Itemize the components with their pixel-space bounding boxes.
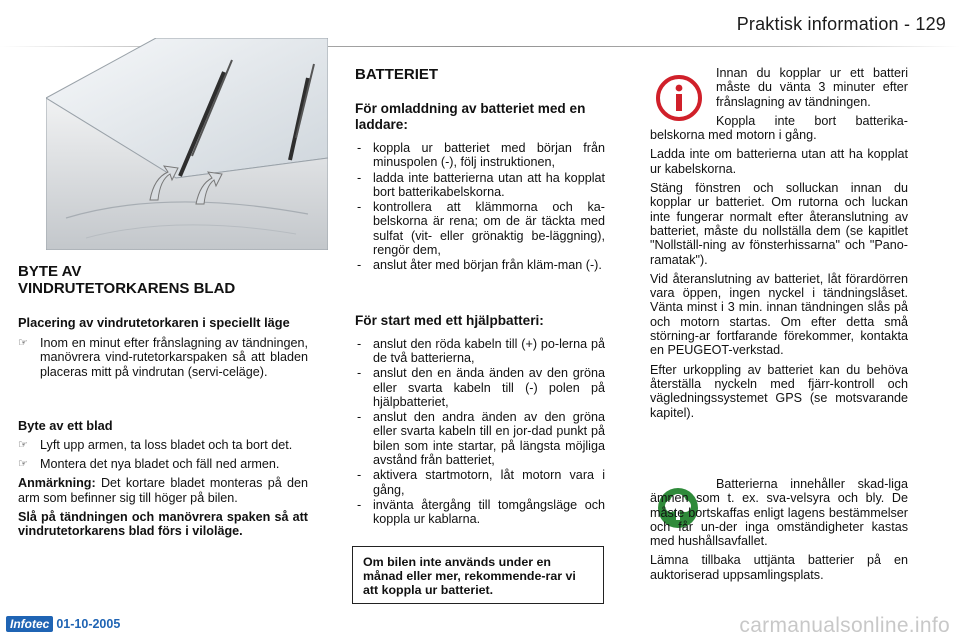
jump-start-list [355, 337, 605, 527]
list-item: ☞ Montera det nya bladet och fäll ned armen. [18, 457, 308, 471]
wiper-title [18, 263, 308, 297]
info-paragraph: Vid återanslutning av batteriet, låt förardörren vara öppen, ingen nyckel i tändningslåset. Vänta minst i 3 min. innan tändningen slås på och motorn startas. Om efter detta små störning-ar fortfarande förekommer, kontakta en PEUGEOT-verkstad. [650, 271, 908, 358]
remark-label: Anmärkning: [18, 476, 96, 491]
footer-date: 01-10-2005 [56, 617, 121, 631]
info-paragraph: Stäng fönstren och solluckan innan du kopplar ur batteriet. Om rutorna och luckan inte fungerar normalt efter återanslutning av batteriet, måste du nollställa dem (se kapitlet "Nollställ-ning av fönsterhissarna" och "Pano-ramatak"). [650, 181, 908, 267]
change-list [18, 438, 308, 472]
list-item: - anslut åter med början från kläm-man (-). [355, 258, 605, 272]
info-paragraph: Efter urkoppling av batteriet kan du behöva återställa nyckeln med fjärr-kontroll och vägledningssystemet GPS (se motsvarande kapitel). [650, 362, 908, 420]
list-item: - invänta återgång till tomgångsläge och koppla ur kablarna. [355, 498, 605, 527]
page-number: 129 [915, 14, 946, 34]
info-paragraph: Koppla inte bort batterika-belskorna med motorn i gång. [650, 113, 908, 143]
header-separator: - [898, 14, 916, 34]
page-header [737, 14, 946, 35]
info-section [650, 66, 908, 425]
remark-text: Det kortare bladet monteras på den arm som befinner sig till höger på bilen. [18, 476, 308, 505]
windscreen-illustration [46, 38, 328, 250]
wiper-final-instruction: Slå på tändningen och manövrera spaken så att vindrutetorkarens blad förs i viloläge. [18, 510, 308, 539]
list-item: ☞ Inom en minut efter frånslagning av tändningen, manövrera vind-rutetorkarspaken så att bladen placeras mitt på vindrutan (servi-celäge). [18, 336, 308, 379]
list-item: - anslut den röda kabeln till (+) po-lerna på de två batterierna, [355, 337, 605, 366]
eco-section [650, 477, 908, 587]
info-paragraph: Innan du kopplar ur ett batteri måste du vänta 3 minuter efter frånslagning av tändningen. [716, 66, 908, 109]
wiper-section [18, 263, 308, 544]
list-item: - koppla ur batteriet med början från minuspolen (-), följ instruktionen, [355, 141, 605, 170]
battery-section [355, 66, 605, 528]
charging-heading: För omladdning av batteriet med en laddare: [355, 101, 586, 132]
remark [18, 476, 308, 505]
info-paragraph: Ladda inte om batterierna utan att ha kopplat ur kabelskorna. [650, 147, 908, 176]
list-item: - anslut den en ända änden av den gröna eller svarta kabeln till (-) polen på hjälpbatteriet, [355, 366, 605, 409]
wiper-title-line2: VINDRUTETORKARENS BLAD [18, 280, 236, 297]
list-item: - aktivera startmotorn, låt motorn vara i gång, [355, 468, 605, 497]
list-item: - anslut den andra änden av den gröna eller svarta kabeln till en jor-dad punkt på bilen som inte startar, på längsta möjliga avstånd från batteriet, [355, 410, 605, 467]
eco-paragraph: Lämna tillbaka uttjänta batterier på en auktoriserad uppsamlingsplats. [650, 553, 908, 582]
charging-list [355, 141, 605, 273]
list-item: ☞ Lyft upp armen, ta loss bladet och ta bort det. [18, 438, 308, 452]
wiper-title-line1: BYTE AV [18, 263, 82, 280]
storage-note-box: Om bilen inte används under en månad eller mer, rekommende-rar vi att koppla ur batteriet. [352, 546, 604, 604]
list-item: - ladda inte batterierna utan att ha kopplat bort batterikabelskorna. [355, 171, 605, 200]
eco-paragraph: Batterierna innehåller skad-liga ämnen som t. ex. sva-velsyra och bly. De måste bortskaffas enligt lagens bestämmelser och får un-der inga omständigheter kastas med hushållsavfallet. [650, 477, 908, 549]
list-item: - kontrollera att klämmorna och ka-belskorna är rena; om de är täckta med sulfat (vit- eller grönaktig be-läggning), rengör dem, [355, 200, 605, 257]
watermark: carmanualsonline.info [739, 614, 950, 637]
placing-heading: Placering av vindrutetorkaren i speciellt läge [18, 315, 290, 330]
jump-start-heading: För start med ett hjälpbatteri: [355, 312, 544, 328]
section-title: Praktisk information [736, 14, 899, 34]
footer [6, 615, 120, 633]
change-heading: Byte av ett blad [18, 417, 113, 433]
infotec-logo: Infotec [6, 616, 53, 632]
battery-title: BATTERIET [355, 66, 439, 83]
placing-list [18, 336, 308, 379]
